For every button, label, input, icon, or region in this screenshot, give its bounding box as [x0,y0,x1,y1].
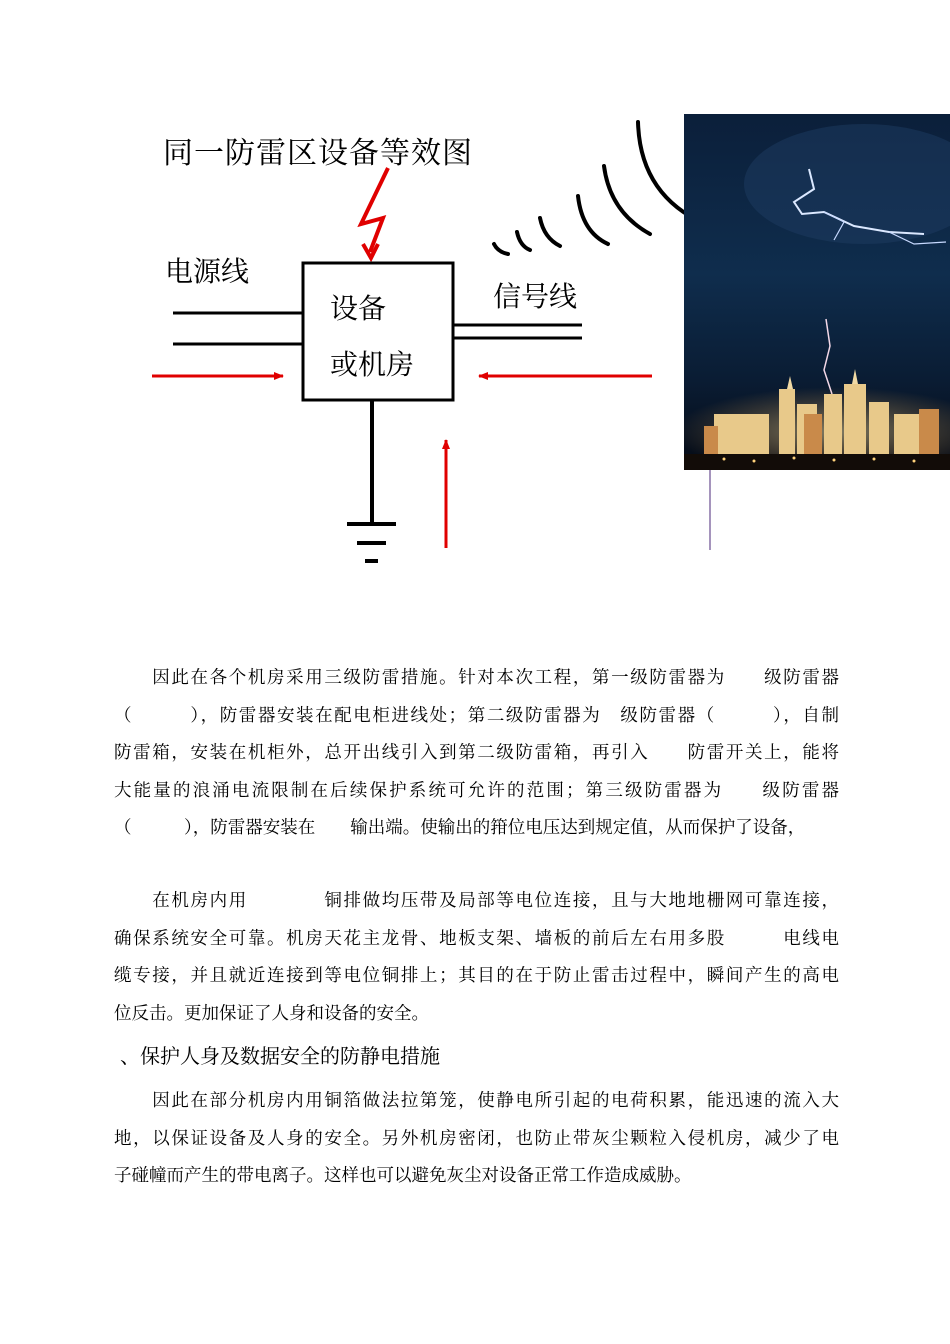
signal-line-label: 信号线 [493,280,578,313]
ground-symbol-icon [347,400,396,561]
text-line: 在机房内用 铜排做均压带及局部等电位连接，且与大地地栅网可靠连接， [114,891,839,911]
lightning-city-photo [684,114,950,470]
paragraph-equipotential-bonding [114,883,839,1033]
text-line: 位反击。更加保证了人身和设备的安全。 [114,1003,429,1024]
text-line: 缆专接，并且就近连接到等电位铜排上；其目的在于防止雷击过程中，瞬间产生的高电 [114,966,839,986]
section-heading: 、保护人身及数据安全的防静电措施 [120,1044,440,1068]
text-line: 因此在各个机房采用三级防雷措施。针对本次工程，第一级防雷器为 级防雷器 [114,668,839,688]
text-line: 防雷箱，安装在机柜外，总开出线引入到第二级防雷箱，再引入 防雷开关上，能将 [114,743,839,763]
text-line: 子碰幢而产生的带电离子。这样也可以避免灰尘对设备正常工作造成威胁。 [114,1166,692,1186]
lightning-bolt-icon [361,168,388,252]
paragraph-anti-static [114,1083,839,1196]
text-line: （ ），防雷器安装在配电柜进线处；第二级防雷器为 级防雷器（ ），自制 [114,705,839,726]
power-line-label: 电源线 [165,255,250,288]
text-line: 确保系统安全可靠。机房天花主龙骨、地板支架、墙板的前后左右用多股 电线电 [114,928,839,949]
text-line: 因此在部分机房内用铜箔做法拉第笼，使静电所引起的电荷积累，能迅速的流入大 [114,1091,839,1111]
text-line: 大能量的浪涌电流限制在后续保护系统可允许的范围；第三级防雷器为 级防雷器 [114,780,839,801]
antenna-signal-waves-icon [494,122,705,254]
paragraph-lightning-protection [114,660,839,848]
text-line: 地，以保证设备及人身的安全。另外机房密闭，也防止带灰尘颗粒入侵机房，减少了电 [114,1128,839,1149]
device-label-line2: 或机房 [330,348,415,381]
text-line: （ ），防雷器安装在 输出端。使输出的箝位电压达到规定值，从而保护了设备， [114,818,806,838]
device-label-line1: 设备 [330,292,387,325]
diagram-title: 同一防雷区设备等效图 [163,136,473,171]
